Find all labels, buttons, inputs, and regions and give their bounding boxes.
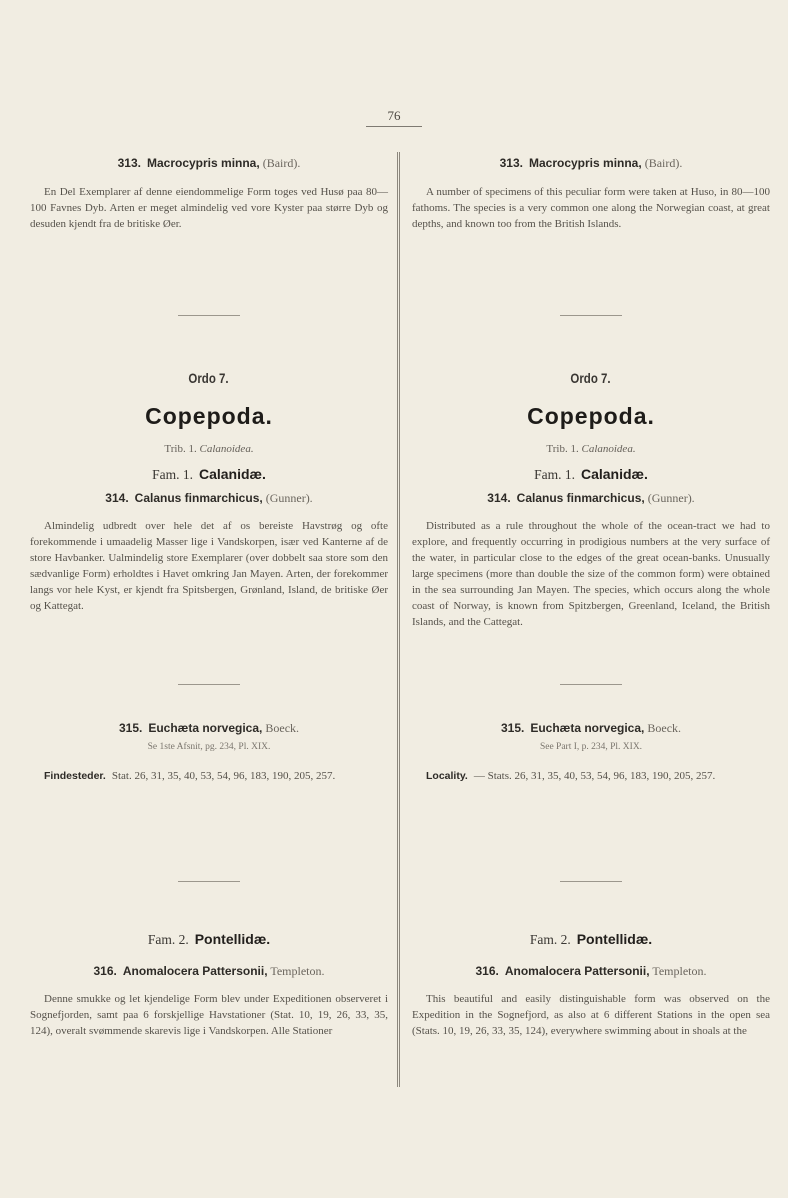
species-author: Templeton. — [270, 964, 325, 978]
species-author: Boeck. — [647, 721, 682, 735]
species-name: Euchæta norvegica, — [530, 721, 645, 735]
species-name: Calanus finmarchicus, — [134, 491, 263, 505]
species-number: 313. — [499, 156, 523, 170]
species-314-text — [30, 518, 388, 614]
section-separator — [560, 315, 622, 316]
tribe-prefix: Trib. 1. — [546, 443, 579, 455]
species-name: Macrocypris minna, — [528, 156, 642, 170]
tribe-name: Calanoidea. — [199, 443, 254, 455]
species-313-heading — [412, 155, 770, 171]
species-author: (Baird). — [644, 156, 683, 170]
species-314-text — [412, 518, 770, 630]
family-name: Pontellidæ. — [194, 931, 271, 947]
species-number: 315. — [500, 721, 525, 735]
species-number: 316. — [93, 964, 117, 978]
species-316-text — [412, 991, 770, 1039]
group-title — [30, 403, 388, 430]
family-name: Pontellidæ. — [576, 931, 653, 947]
species-name: Anomalocera Pattersonii, — [504, 964, 650, 978]
paragraph: Almindelig udbredt over hele det af os bereiste Havstrøg og ofte forekommende i umaadelig Masser lige i Vandskorpen, især ved Kanterne af de store Havbanker. Ualmindelig store Exemplarer (over dobbelt saa store som den sædvanlige Form) erholdtes i Havet omkring Jan Mayen. Arten, der forekommer langs vor hele Kyst, er kjendt fra Spitsbergen, Grønland, Island, de britiske Øer og Kattegat. — [30, 520, 388, 612]
species-author: (Gunner). — [647, 491, 695, 505]
species-name: Euchæta norvegica, — [148, 721, 263, 735]
column-divider — [397, 152, 400, 1087]
species-author: (Gunner). — [265, 491, 313, 505]
family-label: Fam. 1. — [152, 467, 193, 482]
species-315-heading — [412, 720, 770, 736]
species-316-heading — [30, 963, 388, 979]
species-author: Templeton. — [652, 964, 707, 978]
species-313-text — [30, 184, 388, 232]
species-315-reference — [412, 742, 770, 752]
species-author: (Baird). — [262, 156, 301, 170]
species-315-locality — [30, 768, 388, 784]
reference-text: See Part I, p. 234, Pl. XIX. — [539, 742, 643, 752]
paragraph: En Del Exemplarer af denne eiendommelige Form toges ved Husø paa 80—100 Favnes Dyb. Arten er meget almindelig ved vore Kyster paa større Dyb og desuden kjendt fra de britiske Øer. — [30, 186, 388, 230]
species-number: 315. — [118, 721, 143, 735]
locality-paragraph — [30, 768, 388, 784]
group-title — [412, 403, 770, 430]
locality-label: Findesteder. — [44, 770, 106, 782]
paragraph: Denne smukke og let kjendelige Form blev under Expeditionen observeret i Sognefjorden, samt paa 6 forskjellige Havstationer (Stat. 10, 19, 26, 33, 35, 124), overalt svømmende skarevis lige i Vandskorpen. Alle Stationer — [30, 993, 388, 1037]
species-313-text — [412, 184, 770, 232]
family-name: Calanidæ. — [198, 466, 266, 482]
tribe-heading — [412, 443, 770, 455]
group-title-text: Copepoda. — [145, 403, 273, 429]
locality-text: — Stats. 26, 31, 35, 40, 53, 54, 96, 183, 190, 205, 257. — [473, 770, 716, 782]
species-name: Anomalocera Pattersonii, — [122, 964, 268, 978]
species-314-heading — [412, 490, 770, 506]
reference-text: Se 1ste Afsnit, pg. 234, Pl. XIX. — [147, 742, 271, 752]
species-name: Macrocypris minna, — [146, 156, 260, 170]
section-separator — [560, 684, 622, 685]
locality-text: Stat. 26, 31, 35, 40, 53, 54, 96, 183, 190, 205, 257. — [111, 770, 336, 782]
ordo-text: Ordo 7. — [188, 370, 230, 386]
tribe-prefix: Trib. 1. — [164, 443, 197, 455]
section-separator — [178, 881, 240, 882]
paragraph: This beautiful and easily distinguishable form was observed on the Expedition in the Sognefjord, as also at 6 different Stations in the open sea (Stats. 10, 19, 26, 33, 35, 124), everywhere swimming about in shoals at the — [412, 993, 770, 1037]
species-316-text — [30, 991, 388, 1039]
paragraph: A number of specimens of this peculiar form were taken at Huso, in 80—100 fathoms. The species is a very common one along the Norwegian coast, at great depths, and known too from the British Islands. — [412, 186, 770, 230]
section-separator — [560, 881, 622, 882]
species-number: 313. — [117, 156, 141, 170]
species-number: 314. — [487, 491, 511, 505]
family-2-heading — [30, 931, 388, 948]
species-author: Boeck. — [265, 721, 300, 735]
species-314-heading — [30, 490, 388, 506]
family-1-heading — [30, 466, 388, 483]
species-315-reference — [30, 742, 388, 752]
family-label: Fam. 2. — [529, 932, 571, 947]
left-column — [30, 0, 388, 1198]
locality-paragraph — [412, 768, 770, 784]
section-separator — [178, 684, 240, 685]
family-2-heading — [412, 931, 770, 948]
ordo-heading — [412, 370, 770, 388]
family-1-heading — [412, 466, 770, 483]
species-316-heading — [412, 963, 770, 979]
ordo-heading — [30, 370, 388, 388]
species-number: 316. — [475, 964, 499, 978]
ordo-text: Ordo 7. — [570, 370, 612, 386]
species-315-heading — [30, 720, 388, 736]
species-name: Calanus finmarchicus, — [516, 491, 645, 505]
tribe-heading — [30, 443, 388, 455]
family-name: Calanidæ. — [580, 466, 648, 482]
species-315-locality — [412, 768, 770, 784]
locality-label: Locality. — [426, 770, 468, 782]
family-label: Fam. 2. — [147, 932, 189, 947]
tribe-name: Calanoidea. — [581, 443, 636, 455]
species-number: 314. — [105, 491, 129, 505]
section-separator — [178, 315, 240, 316]
family-label: Fam. 1. — [534, 467, 575, 482]
paragraph: Distributed as a rule throughout the whole of the ocean-tract we had to explore, and frequently occurring in prodigious numbers at the very surface of the water, in particular close to the edges of the great ocean-banks. Unusually large specimens (more than double the size of the common form) were obtained in the sea surrounding Jan Mayen. The species, which occurs along the whole coast of Norway, is known from Spitzbergen, Greenland, Iceland, the British Islands, and the Cattegat. — [412, 520, 770, 628]
group-title-text: Copepoda. — [527, 403, 655, 429]
page-number-text: 76 — [387, 108, 401, 123]
species-313-heading — [30, 155, 388, 171]
right-column — [412, 0, 770, 1198]
